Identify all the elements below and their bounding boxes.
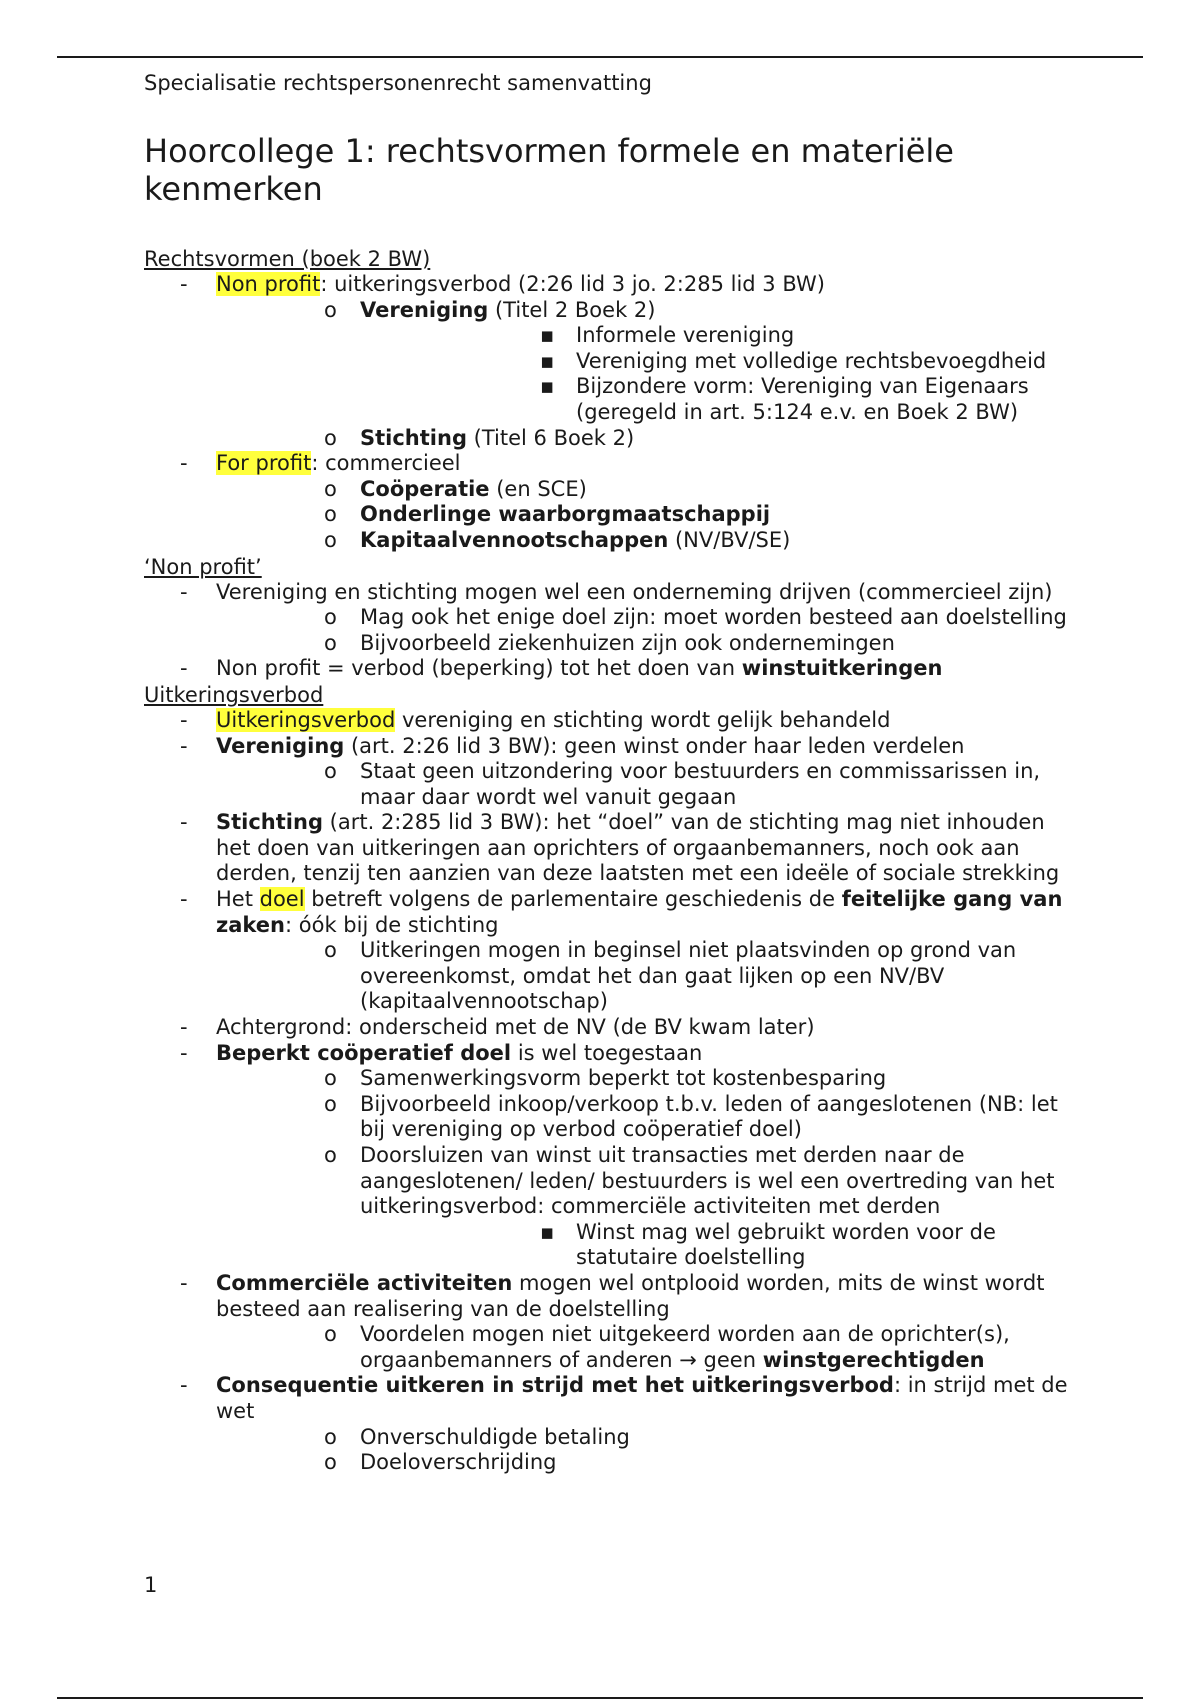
list-item (144, 580, 1084, 657)
bullet-dash: - (180, 810, 188, 835)
text: : in strijd met de wet (216, 1373, 1068, 1423)
text: Bijvoorbeeld inkoop/verkoop t.b.v. leden of aangeslotenen (NB: let bij vereniging op verbod coöperatief doel) (360, 1091, 1058, 1142)
text: (art. 2:285 lid 3 BW): het “doel” van de stichting mag niet inhouden het doen van uitkeringen aan oprichters of orgaanbemanners, noch ook aan derden, tenzij ten aanzien van deze laatsten met een ideële of sociale strekking (216, 810, 1060, 886)
bold-term: Consequentie uitkeren in strijd met het uitkeringsverbod (216, 1373, 894, 1398)
list-item (216, 1425, 1084, 1451)
list-item (216, 938, 1084, 1015)
bullet-dash: - (180, 579, 188, 604)
bullet-circle: o (324, 1066, 337, 1091)
bullet-circle: o (324, 1322, 337, 1347)
list-item (144, 656, 1084, 682)
list-item (144, 1373, 1084, 1475)
text: Achtergrond: onderscheid met de NV (de BV kwam later) (216, 1015, 815, 1040)
text: is wel toegestaan (511, 1040, 703, 1065)
bullet-circle: o (324, 630, 337, 655)
list-item (216, 631, 1084, 657)
text: Doeloverschrijding (360, 1450, 557, 1475)
list-item (144, 810, 1084, 887)
bullet-circle: o (324, 297, 337, 322)
list-item (144, 1041, 1084, 1271)
text: : uitkeringsverbod (2:26 lid 3 jo. 2:285 lid 3 BW) (320, 272, 825, 296)
text: mogen wel ontplooid worden, mits de winst wordt besteed aan realisering van de doelstelling (216, 1270, 1045, 1321)
list-item (216, 426, 1084, 452)
bullet-square: ▪ (540, 323, 555, 348)
bold-term: Coöperatie (360, 476, 490, 501)
text: (art. 2:26 lid 3 BW): geen winst onder haar leden verdelen (344, 733, 965, 758)
text: Winst mag wel gebruikt worden voor de statutaire doelstelling (576, 1219, 996, 1270)
bold-term: feitelijke gang van zaken (216, 887, 1063, 937)
bullet-circle: o (324, 476, 337, 501)
page-number: 1 (144, 1573, 158, 1597)
bullet-square: ▪ (540, 374, 555, 399)
text: (Titel 2 Boek 2) (488, 297, 656, 322)
bullet-dash: - (180, 272, 188, 296)
text: (NV/BV/SE) (668, 527, 791, 552)
list-item (144, 708, 1084, 734)
bullet-circle: o (324, 425, 337, 450)
bold-term: winstuitkeringen (741, 656, 943, 681)
uitkeringsverbod-list (144, 708, 1084, 1476)
list-item (144, 1015, 1084, 1041)
bullet-dash: - (180, 707, 188, 732)
bullet-circle: o (324, 1091, 337, 1116)
list-item (144, 887, 1084, 1015)
bullet-dash: - (180, 656, 188, 681)
text: Doorsluizen van winst uit transacties met derden naar de aangeslotenen/ leden/ bestuurders is wel een overtreding van het uitkeringsverbod: commerciële activiteiten met derden (360, 1143, 1055, 1219)
bullet-circle: o (324, 605, 337, 630)
bold-term: winstgerechtigden (762, 1347, 985, 1372)
bullet-dash: - (180, 1015, 188, 1040)
bold-term: Vereniging (360, 297, 489, 322)
text: Uitkeringen mogen in beginsel niet plaatsvinden op grond van overeenkomst, omdat het dan gaat lijken op een NV/BV (kapitaalvennootschap) (360, 938, 1017, 1014)
text: Staat geen uitzondering voor bestuurders en commissarissen in, maar daar wordt wel vanuit gegaan (360, 759, 1041, 809)
text: Bijvoorbeeld ziekenhuizen zijn ook ondernemingen (360, 630, 895, 655)
text: (Titel 6 Boek 2) (466, 425, 635, 450)
bullet-dash: - (180, 1373, 188, 1398)
list-item (216, 477, 1084, 503)
bullet-dash: - (180, 1040, 188, 1065)
list-item (144, 272, 1084, 451)
non-profit-list (144, 580, 1084, 682)
section-heading-rechtsvormen: Rechtsvormen (boek 2 BW) (144, 247, 431, 271)
list-item (216, 1143, 1084, 1271)
bold-term: Stichting (360, 425, 467, 450)
title-line-2: kenmerken (144, 170, 323, 208)
text: Het (216, 887, 260, 912)
bullet-dash: - (180, 451, 188, 476)
list-item (216, 759, 1084, 810)
text: Non profit = verbod (beperking) tot het doen van (216, 656, 742, 681)
bullet-circle: o (324, 502, 337, 527)
text: Voordelen mogen niet uitgekeerd worden aan de oprichter(s), orgaanbemanners of anderen → geen (360, 1322, 1010, 1372)
text: Onverschuldigde betaling (360, 1424, 630, 1449)
list-item (216, 1092, 1084, 1143)
list-item (216, 528, 1084, 554)
list-item (216, 1322, 1084, 1373)
text: Vereniging met volledige rechtsbevoegdheid (576, 348, 1047, 373)
text: : óók bij de stichting (285, 912, 499, 937)
bold-term: Stichting (216, 810, 323, 835)
bullet-dash: - (180, 733, 188, 758)
bullet-dash: - (180, 1270, 188, 1295)
bullet-square: ▪ (540, 1219, 555, 1244)
bold-term: Vereniging (216, 733, 345, 758)
text: vereniging en stichting wordt gelijk behandeld (395, 707, 891, 732)
text: Mag ook het enige doel zijn: moet worden besteed aan doelstelling (360, 605, 1067, 630)
list-item (360, 374, 1084, 425)
text: Vereniging en stichting mogen wel een onderneming drijven (commercieel zijn) (216, 579, 1053, 604)
bold-term: Onderlinge waarborgmaatschappij (360, 502, 771, 527)
list-item (216, 605, 1084, 631)
footer-rule (57, 1697, 1143, 1699)
bold-term: Beperkt coöperatief doel (216, 1040, 512, 1065)
section-heading-uitkeringsverbod: Uitkeringsverbod (144, 682, 324, 707)
text: (en SCE) (489, 476, 587, 501)
list-item (144, 1271, 1084, 1373)
header-rule (57, 56, 1143, 58)
highlight: Non profit (216, 272, 321, 296)
list-item (360, 323, 1084, 349)
list-item (216, 1066, 1084, 1092)
bullet-square: ▪ (540, 348, 555, 373)
text: Informele vereniging (576, 323, 795, 348)
text: Samenwerkingsvorm beperkt tot kostenbesparing (360, 1066, 887, 1091)
bold-term: Commerciële activiteiten (216, 1270, 513, 1295)
list-item (144, 734, 1084, 811)
title-line-1: Hoorcollege 1: rechtsvormen formele en materiële (144, 132, 954, 170)
list-item (216, 1450, 1084, 1476)
list-item (216, 502, 1084, 528)
text: Bijzondere vorm: Vereniging van Eigenaars (geregeld in art. 5:124 e.v. en Boek 2 BW) (576, 374, 1029, 424)
bullet-circle: o (324, 1450, 337, 1475)
rechtsvormen-list (144, 272, 1084, 554)
highlight: For profit (216, 451, 312, 476)
bullet-circle: o (324, 527, 337, 552)
list-item (216, 298, 1084, 426)
bullet-circle: o (324, 1143, 337, 1167)
page-body (144, 68, 1084, 1476)
page-title (144, 132, 1084, 208)
list-item (144, 451, 1084, 553)
text: : commercieel (311, 451, 461, 476)
bullet-circle: o (324, 938, 337, 963)
list-item (360, 1220, 1084, 1271)
running-header: Specialisatie rechtspersonenrecht samenvatting (144, 71, 652, 95)
bullet-dash: - (180, 887, 188, 912)
bullet-circle: o (324, 1424, 337, 1449)
bold-term: Kapitaalvennootschappen (360, 527, 669, 552)
list-item (360, 349, 1084, 375)
section-heading-non-profit: ‘Non profit’ (144, 554, 262, 579)
highlight: doel (259, 887, 305, 912)
highlight: Uitkeringsverbod (216, 707, 396, 732)
bullet-circle: o (324, 759, 337, 784)
text: betreft volgens de parlementaire geschiedenis de (304, 887, 842, 912)
